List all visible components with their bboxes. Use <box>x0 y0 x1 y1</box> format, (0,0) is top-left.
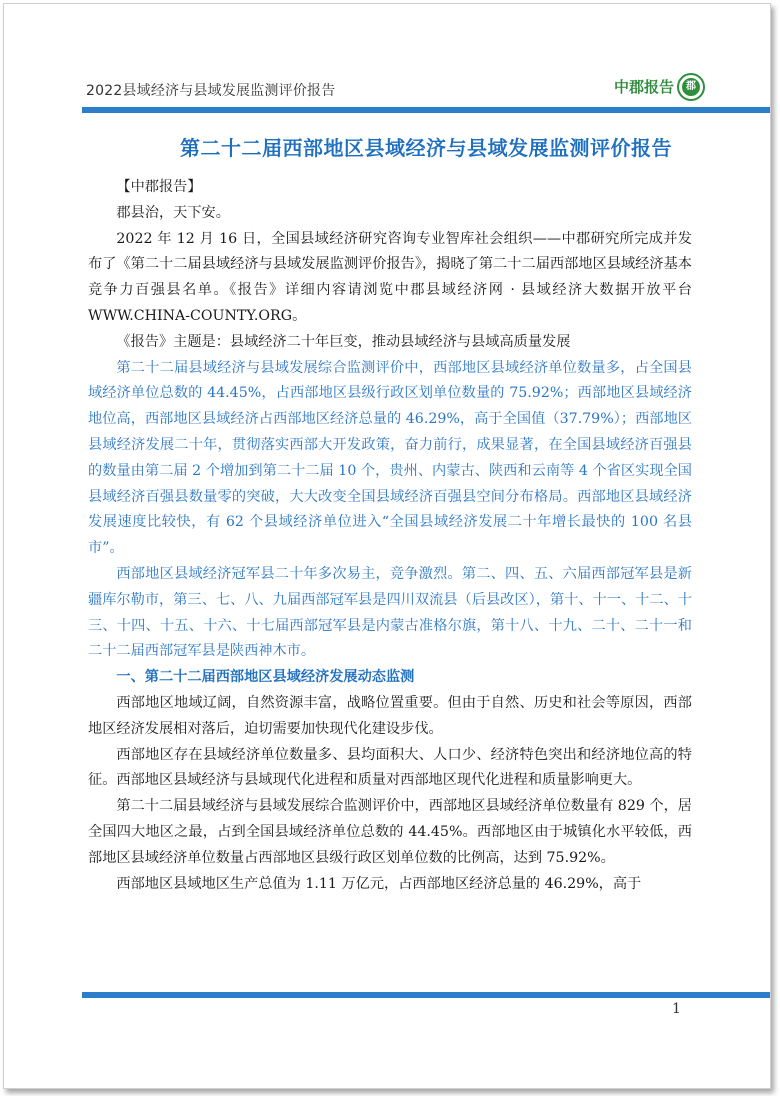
running-header-title: 2022县域经济与县域发展监测评价报告 <box>86 83 336 99</box>
document-body <box>88 175 692 897</box>
logo-glyph: 郡 <box>682 78 700 96</box>
paragraph: 西部地区存在县域经济单位数量多、县均面积大、人口少、经济特色突出和经济地位高的特征。西部地区县域经济与县域现代化进程和质量对西部地区现代化进程和质量影响更大。 <box>88 746 692 789</box>
header-rule <box>82 107 770 113</box>
paragraph: 郡县治，天下安。 <box>116 204 230 221</box>
page-number: 1 <box>672 1001 681 1017</box>
paragraph: 西部地区地域辽阔，自然资源丰富，战略位置重要。但由于自然、历史和社会等原因，西部地区经济发展相对落后，迫切需要加快现代化建设步伐。 <box>88 694 692 737</box>
highlight-paragraph: 西部地区县域经济冠军县二十年多次易主，竞争激烈。第二、四、五、六届西部冠军县是新疆库尔勒市，第三、七、八、九届西部冠军县是四川双流县（后县改区），第十、十一、十二、十三、十四、十五、十六、十七届西部冠军县是内蒙古准格尔旗，第十八、十九、二十、二十一和二十二届西部冠军县是陕西神木市。 <box>88 565 692 660</box>
brand-logo-icon <box>677 73 705 101</box>
highlight-paragraph: 第二十二届县域经济与县域发展综合监测评价中，西部地区县域经济单位数量多，占全国县域经济单位总数的 44.45%，占西部地区县级行政区划单位数量的 75.92%；西部地区县域经济地位高，西部地区县域经济占西部地区经济总量的 46.29%，高于全国值（37.79%）；西部地区县域经济发展二十年，贯彻落实西部大开发政策，奋力前行，成果显著，在全国县域经济百强县的数量由第二届 2 个增加到第二十二届 10 个，贵州、内蒙古、陕西和云南等 4 个省区实现全国县域经济百强县数量零的突破，大大改变全国县域经济百强县空间分布格局。西部地区县域经济发展速度比较快，有 62 个县域经济单位进入“全国县域经济发展二十年增长最快的 100 名县市”。 <box>88 359 692 557</box>
paragraph: 2022 年 12 月 16 日，全国县域经济研究咨询专业智库社会组织——中郡研究所完成并发布了《第二十二届县域经济与县域发展监测评价报告》，揭晓了第二十二届西部地区县域经济基本竞争力百强县名单。《报告》详细内容请浏览中郡县域经济网 · 县域经济大数据开放平台 WWW.CHINA-COUNTY.ORG。 <box>88 230 692 324</box>
section-heading: 一、第二十二届西部地区县域经济发展动态监测 <box>116 669 415 686</box>
brand-label: 中郡报告 <box>614 78 675 96</box>
source-tag: 【中郡报告】 <box>116 179 202 195</box>
paragraph: 西部地区县域地区生产总值为 1.11 万亿元，占西部地区经济总量的 46.29%，高于 <box>116 875 642 892</box>
paragraph: 《报告》主题是：县域经济二十年巨变，推动县域经济与县域高质量发展 <box>116 333 571 350</box>
paragraph: 第二十二届县域经济与县域发展综合监测评价中，西部地区县域经济单位数量有 829 个，居全国四大地区之最，占到全国县域经济单位总数的 44.45%。西部地区由于城镇化水平较低，西部地区县域经济单位数量占西部地区县级行政区划单位数的比例高，达到 75.92%。 <box>88 798 692 866</box>
document-title: 第二十二届西部地区县域经济与县域发展监测评价报告 <box>180 136 672 160</box>
footer-rule <box>82 992 770 998</box>
